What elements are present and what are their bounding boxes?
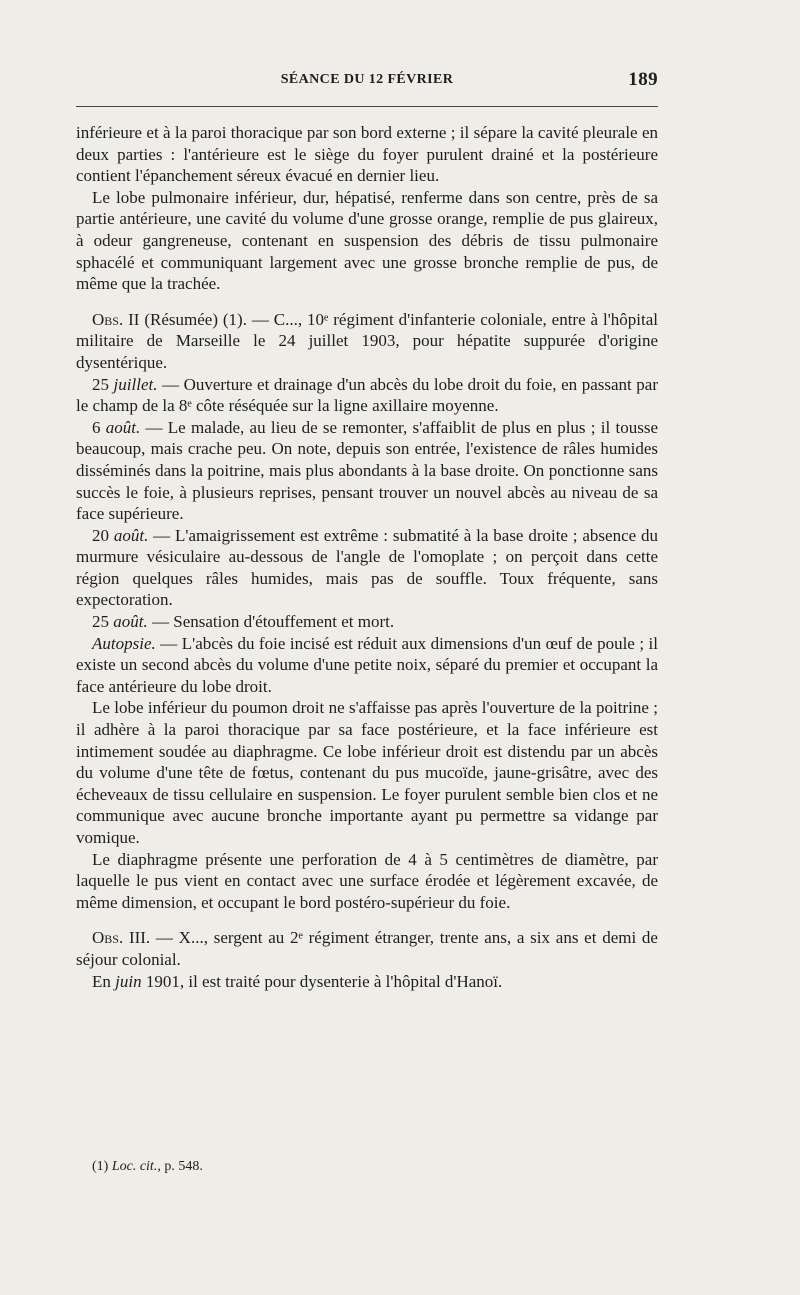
paragraph bbox=[76, 927, 658, 970]
month-italic: juin bbox=[115, 971, 142, 991]
date-day: 6 bbox=[92, 417, 101, 437]
date-month: juillet. bbox=[113, 374, 158, 394]
paragraph bbox=[76, 525, 658, 611]
observation-label: Obs. II bbox=[92, 309, 140, 329]
footnote-number: (1) bbox=[92, 1159, 109, 1174]
body-text bbox=[76, 122, 658, 992]
footnote-page: , p. 548. bbox=[157, 1159, 203, 1174]
paragraph bbox=[76, 633, 658, 698]
date-month: août. bbox=[113, 612, 148, 632]
paragraph bbox=[76, 611, 658, 633]
paragraph bbox=[76, 187, 658, 295]
paragraph-text: Le lobe pulmonaire inférieur, dur, hépatisé, renferme dans son centre, près de sa partie antérieure, une cavité du volume d'une grosse orange, remplie de pus glaireux, à odeur gangreneuse, contenant en suspension des débris de tissu pulmonaire sphacélé et communiquant largement avec une grosse bronche remplie de pus, de même que la trachée. bbox=[76, 187, 658, 294]
paragraph-text: — X..., sergent au 2ᵉ régiment étranger, trente ans, a six ans et demi de séjour colonial. bbox=[76, 928, 658, 969]
observation-label: Obs. III. bbox=[92, 928, 151, 948]
paragraph-text: inférieure et à la paroi thoracique par son bord externe ; il sépare la cavité pleurale en deux parties : l'antérieure est le siège du foyer purulent drainé et la postérieure contient l'épanchement séreux évacué en dernier lieu. bbox=[76, 123, 658, 186]
paragraph-prefix: En bbox=[92, 971, 116, 991]
paragraph-text: — L'amaigrissement est extrême : submatité à la base droite ; absence du murmure vésiculaire au-dessous de l'angle de l'omoplate ; on perçoit dans cette région quelques râles humides, mais pas de souffle. Toux fréquente, sans expectoration. bbox=[76, 525, 659, 610]
paragraph-text: — Sensation d'étouffement et mort. bbox=[147, 612, 395, 632]
paragraph-text: — Le malade, au lieu de se remonter, s'affaiblit de plus en plus ; il tousse beaucoup, mais crache peu. On note, depuis son entrée, l'existence de râles humides disséminés dans la poitrine, mais plus abondants à la base droite. On ponctionne sans succès le foie, à plusieurs reprises, pensant trouver un nouvel abcès au niveau de sa face supérieure. bbox=[76, 417, 658, 524]
autopsy-label: Autopsie. bbox=[92, 633, 156, 653]
paragraph bbox=[76, 309, 658, 374]
paragraph bbox=[76, 697, 658, 848]
paragraph bbox=[76, 849, 658, 914]
footnote bbox=[92, 1158, 652, 1176]
header-rule bbox=[76, 106, 658, 107]
page-number: 189 bbox=[628, 69, 658, 90]
paragraph bbox=[76, 374, 658, 417]
paragraph-text: Le lobe inférieur du poumon droit ne s'affaisse pas après l'ouverture de la poitrine ; il adhère à la paroi thoracique par sa face postérieure, et la face inférieure est intimement soudée au diaphragme. Ce lobe inférieur droit est distendu par un abcès du volume d'une tête de fœtus, contenant du pus mucoïde, jaune-grisâtre, avec des écheveaux de tissu cellulaire en suspension. Le foyer purulent semble bien clos et ne communique avec aucune bronche importante ayant pu permettre sa vidange par vomique. bbox=[76, 698, 658, 847]
footnote-ref: Loc. cit. bbox=[111, 1159, 158, 1174]
running-title: SÉANCE DU 12 FÉVRIER bbox=[280, 72, 454, 87]
paragraph bbox=[76, 417, 658, 525]
paragraph-text: — L'abcès du foie incisé est réduit aux dimensions d'un œuf de poule ; il existe un second abcès du volume d'une petite noix, séparé du premier et occupant la face antérieure du lobe droit. bbox=[76, 633, 658, 696]
paragraph-text: 1901, il est traité pour dysenterie à l'hôpital d'Hanoï. bbox=[141, 971, 503, 991]
date-month: août. bbox=[105, 417, 141, 437]
paragraph-text: — Ouverture et drainage d'un abcès du lobe droit du foie, en passant par le champ de la 8ᵉ côte réséquée sur la ligne axillaire moyenne. bbox=[76, 374, 658, 416]
paragraph bbox=[76, 122, 658, 187]
paragraph-text: (Résumée) (1). — C..., 10ᵉ régiment d'infanterie coloniale, entre à l'hôpital militaire de Marseille le 24 juillet 1903, pour hépatite suppurée d'origine dysentérique. bbox=[76, 309, 658, 372]
date-day: 25 bbox=[92, 374, 109, 394]
paragraph bbox=[76, 971, 658, 993]
date-month: août. bbox=[113, 525, 149, 545]
date-day: 20 bbox=[92, 525, 109, 545]
running-header bbox=[76, 69, 658, 96]
paragraph-text: Le diaphragme présente une perforation de 4 à 5 centimètres de diamètre, par laquelle le pus vient en contact avec une surface érodée et légèrement excavée, de même dimension, et occupant le bord postéro-supérieur du foie. bbox=[76, 849, 658, 912]
date-day: 25 bbox=[92, 612, 109, 632]
